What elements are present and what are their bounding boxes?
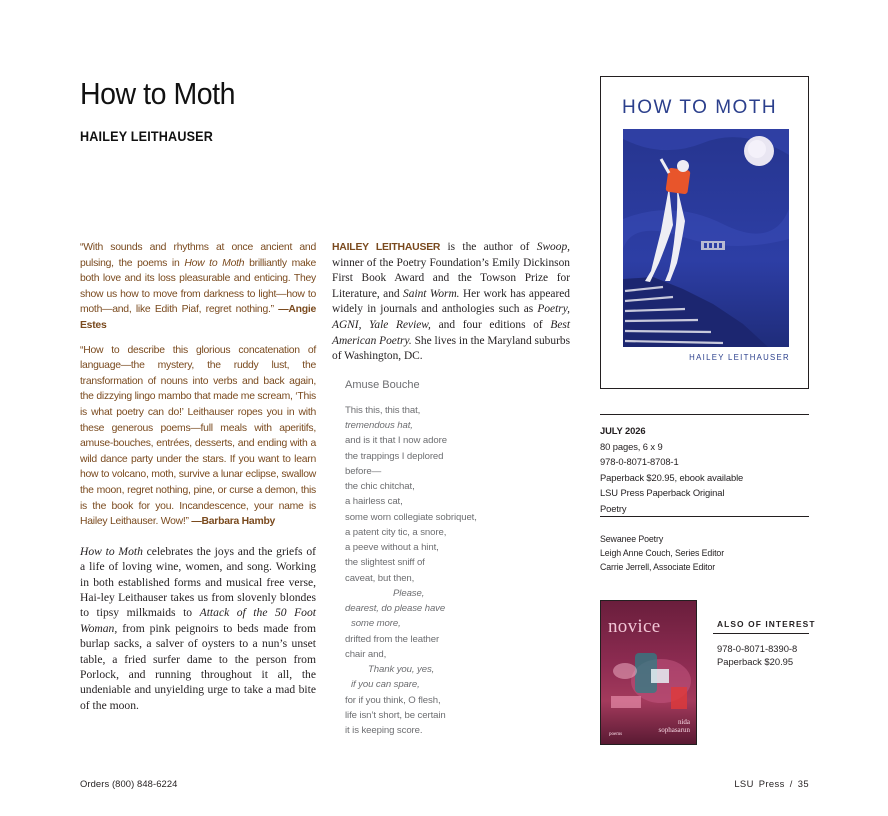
bio-text: is the author of — [440, 241, 537, 253]
bio-author-name: HAILEY LEITHAUSER — [332, 242, 441, 253]
left-column — [80, 240, 316, 713]
poem-line: if you can spare, — [351, 679, 420, 691]
blurb-text: brilliantly make both love and its loss pleasurable and enticing. They show us how to move from darkness to light—how to moth—and, like Edith Piaf, regret nothing.” — [80, 257, 317, 316]
poem-line: chair and, — [345, 648, 387, 660]
book-cover-how-to-moth — [600, 76, 809, 389]
blurb-text: “How to describe this glorious concatenation of language—the mystery, the ruddy lust, the transformation of nouns into verbs and back again, the dizzying lingo mambo that made me scream, ‘This is what poetry can do!’ Leithauser ropes you in with these generous poems—full meals with aperitifs, amuse-bouches, entrées, desserts, and ending with a wild dance party under the stars. If you want to learn how to volcano, moth, survive a lunar eclipse, swallow the moon, regret nothing, pine, or curse a demon, this is the book for you. Incandescence, your name is Hailey Leithauser. Wow!” — [80, 344, 316, 528]
description-text: from pink peignoirs to beds made from burlap sacks, a salver of oysters to a nun’s unset table, a fried surfer dame to the person from Porlock, and running throughout it all, the undeniable and unyielding urge to take a mad bite of the moon. — [80, 621, 316, 712]
bio-text: Her work has appeared widely in journals and anthologies such as — [332, 287, 570, 316]
bio-italic: Best American Poetry. — [332, 318, 571, 347]
imprint: LSU Press Paperback Original — [600, 487, 725, 498]
bio-italic: Saint Worm. — [403, 287, 460, 300]
poem-line: a patent city tic, a snore, — [345, 526, 447, 538]
novice-author-line: sophasarun — [658, 725, 690, 734]
poem-line: This this, this that, — [345, 404, 421, 416]
details-bottom-rule — [600, 516, 809, 517]
page-number: 35 — [797, 778, 809, 789]
novice-cover-poems-label: poems — [609, 732, 623, 737]
series-name: Sewanee Poetry — [600, 534, 664, 544]
blurb-title-italic: How to Moth — [184, 257, 245, 269]
also-of-interest-info — [717, 642, 797, 668]
middle-column — [332, 240, 570, 738]
poem-line: it is keeping score. — [345, 725, 423, 736]
blurb-attribution: —Angie Estes — [80, 304, 316, 331]
poem-excerpt — [345, 403, 570, 739]
page-count: 80 pages, 6 x 9 — [600, 440, 663, 452]
poem-line: Thank you, yes, — [368, 664, 435, 675]
poem-line: dearest, do please have — [345, 603, 446, 614]
price: Paperback $20.95, ebook available — [600, 471, 744, 483]
related-price: Paperback $20.95 — [717, 656, 794, 667]
bio-italic: Swoop, — [536, 241, 570, 253]
novice-cover-title: novice — [608, 616, 661, 637]
also-of-interest-rule — [713, 633, 809, 634]
cover-illustration — [623, 129, 789, 347]
category: Poetry — [600, 502, 627, 514]
related-isbn: 978-0-8071-8390-8 — [717, 643, 798, 654]
poem-line: for if you think, O flesh, — [345, 694, 441, 706]
description-text: celebrates the joys and the griefs of a life of loving wine, women, and song. Working in both established forms and musical free verse, Hai-ley Leithauser takes us from slovenly blondes to tipsy milkmaids to — [80, 544, 316, 620]
poem-line: a peeve without a hint, — [345, 542, 439, 553]
poem-line: some more, — [351, 618, 401, 630]
poem-line: the chic chitchat, — [345, 481, 415, 492]
footer-separator: / — [789, 778, 793, 789]
footer-orders: Orders (800) 848-6224 — [80, 778, 178, 789]
poem-line: before— — [345, 465, 382, 477]
novice-cover-author — [659, 719, 691, 734]
poem-line: tremendous hat, — [345, 420, 413, 431]
pub-date: JULY 2026 — [600, 425, 646, 436]
blurb-angie-estes — [80, 240, 316, 334]
series-editor: Leigh Anne Couch, Series Editor — [600, 547, 725, 558]
poem-line: the trappings I deplored — [345, 450, 444, 462]
poem-title: Amuse Bouche — [345, 378, 420, 391]
blurb-attribution: —Barbara Hamby — [191, 516, 276, 528]
book-title: How to Moth — [80, 76, 236, 111]
novice-author-line: nida — [677, 718, 690, 726]
footer-page-info — [734, 778, 809, 789]
author-bio — [332, 240, 570, 365]
bio-text: and four editions of — [430, 318, 551, 331]
series-associate-editor: Carrie Jerrell, Associate Editor — [600, 561, 716, 572]
series-info — [600, 533, 724, 574]
book-author: HAILEY LEITHAUSER — [80, 128, 214, 144]
poem-line: the slightest sniff of — [345, 557, 425, 569]
bio-text: She lives in the Maryland suburbs of Washington, DC. — [332, 334, 570, 363]
book-description — [80, 544, 316, 713]
poem-line: caveat, but then, — [345, 572, 415, 584]
details-top-rule — [600, 414, 809, 415]
poem-line: and is it that I now adore — [345, 435, 447, 447]
poem-line: drifted from the leather — [345, 633, 440, 645]
cover-author: HAILEY LEITHAUSER — [689, 353, 790, 362]
poem-line: some worn collegiate sobriquet, — [345, 511, 477, 523]
blurb-barbara-hamby — [80, 343, 316, 530]
book-details — [600, 423, 809, 516]
poem-line: Please, — [393, 587, 425, 599]
description-title-italic: How to Moth — [80, 544, 143, 558]
isbn: 978-0-8071-8708-1 — [600, 456, 679, 467]
poem-line: a hairless cat, — [345, 496, 403, 508]
blurb-text: “With sounds and rhythms at once ancient and pulsing, the poems in — [80, 242, 316, 269]
poem-line: life isn’t short, be certain — [345, 709, 446, 721]
description-film-italic: Attack of the 50 Foot Woman, — [80, 606, 316, 635]
also-of-interest-label: ALSO OF INTEREST — [717, 619, 816, 629]
bio-text: winner of the Poetry Foundation’s Emily Dickinson First Book Award and the Towson Prize for Literature, and — [332, 256, 570, 300]
related-book-cover-novice — [600, 600, 697, 745]
cover-title: HOW TO MOTH — [622, 97, 778, 118]
bio-italic: Poetry, AGNI, Yale Review, — [332, 303, 570, 331]
footer-press: LSU Press — [734, 778, 785, 789]
